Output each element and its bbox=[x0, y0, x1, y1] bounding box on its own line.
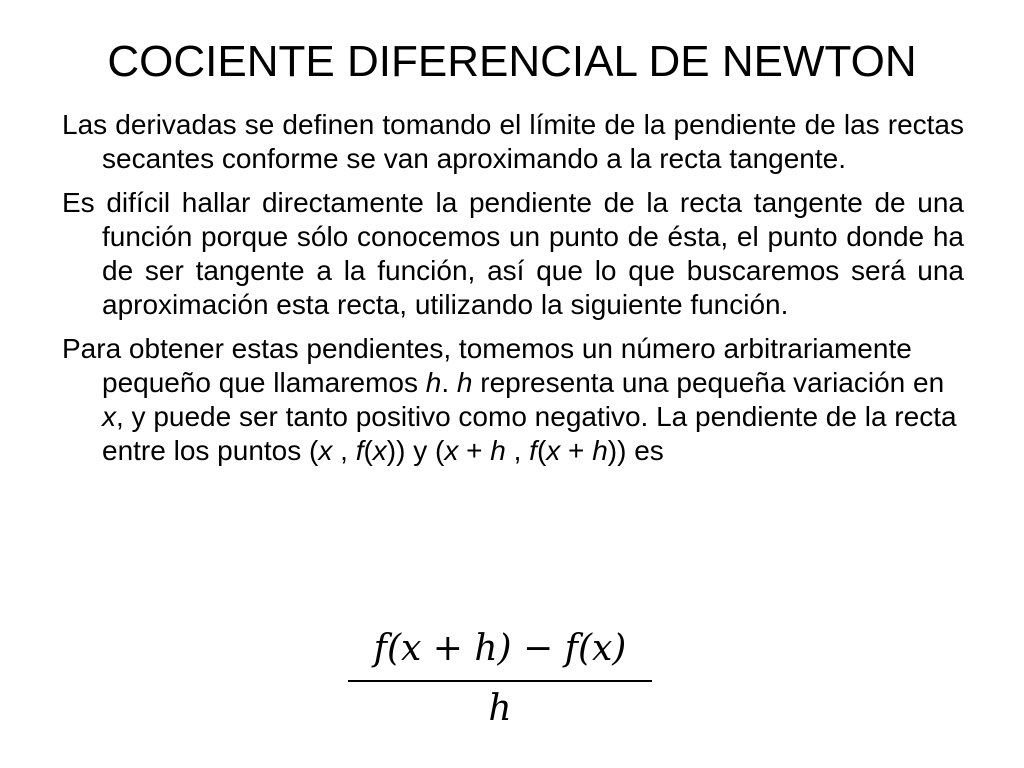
difference-quotient-formula bbox=[348, 626, 652, 732]
text-segment: , y puede ser tanto positivo como negativo. La pendiente de la recta entre los puntos ( bbox=[102, 401, 957, 466]
formula-denominator: h bbox=[488, 688, 512, 729]
paragraph-derivatives-definition: Las derivadas se definen tomando el límite de la pendiente de las rectas secantes conforme se van aproximando a la recta tangente. bbox=[62, 109, 964, 174]
text-segment: ( bbox=[536, 435, 547, 466]
text-segment: + bbox=[458, 435, 491, 466]
text-segment: )) y ( bbox=[386, 435, 445, 466]
slide-title: COCIENTE DIFERENCIAL DE NEWTON bbox=[107, 37, 917, 86]
text-segment: representa una pequeña variación en bbox=[472, 367, 945, 398]
text-segment: ( bbox=[363, 435, 373, 466]
text-segment: )) es bbox=[607, 435, 664, 466]
variable-x: x bbox=[102, 401, 116, 432]
paragraph-slope-points bbox=[62, 332, 964, 468]
variable-h: h bbox=[425, 367, 442, 398]
text-segment: Para obtener estas pendientes, tomemos un número arbitrariamente pequeño que llamaremos bbox=[62, 333, 912, 398]
slide-body bbox=[62, 108, 964, 478]
paragraph-tangent-difficulty: Es difícil hallar directamente la pendiente de la recta tangente de una función porque sólo conocemos un punto de ésta, el punto donde ha de ser tangente a la función, así que lo que buscaremos será una aproximación esta recta, utilizando la siguiente función. bbox=[62, 187, 964, 320]
variable-x: x bbox=[318, 435, 333, 466]
variable-h: h bbox=[456, 367, 473, 398]
variable-h: h bbox=[490, 435, 506, 466]
variable-x: x bbox=[372, 435, 387, 466]
text-segment: , bbox=[332, 435, 356, 466]
text-segment: , bbox=[505, 435, 530, 466]
variable-h: h bbox=[592, 435, 608, 466]
variable-x: x bbox=[444, 435, 459, 466]
variable-x: x bbox=[546, 435, 561, 466]
formula-numerator: f(x + h) − f(x) bbox=[348, 626, 652, 682]
text-segment: + bbox=[560, 435, 593, 466]
variable-f: f bbox=[529, 435, 537, 466]
text-segment: . bbox=[441, 367, 457, 398]
variable-f: f bbox=[355, 435, 364, 466]
